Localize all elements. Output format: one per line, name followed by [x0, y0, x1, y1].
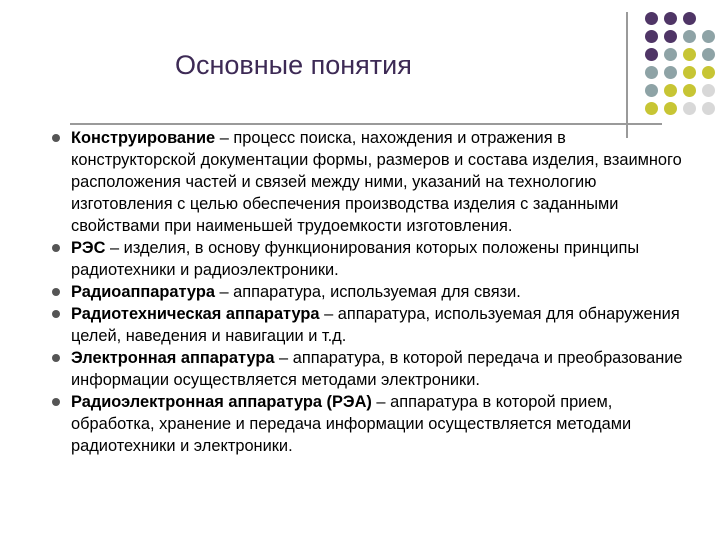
dot-gray: [645, 84, 658, 97]
bullet-icon: [52, 398, 60, 406]
dot-olive: [683, 84, 696, 97]
list-item: [52, 281, 692, 303]
dot-light: [683, 102, 696, 115]
dot-gray: [702, 48, 715, 61]
dot-olive: [702, 66, 715, 79]
dot-purple: [664, 12, 677, 25]
dot-light: [702, 102, 715, 115]
bullet-icon: [52, 288, 60, 296]
bullet-icon: [52, 134, 60, 142]
dot-purple: [645, 12, 658, 25]
slide-title: Основные понятия: [175, 50, 412, 80]
dot-gray: [702, 30, 715, 43]
dot-purple: [683, 12, 696, 25]
dot-olive: [683, 66, 696, 79]
list-item: [52, 127, 692, 237]
dot-gray: [664, 48, 677, 61]
vertical-divider: [626, 12, 628, 138]
dot-olive: [645, 102, 658, 115]
dot-purple: [645, 48, 658, 61]
horizontal-divider: [70, 123, 662, 125]
dot-light: [702, 84, 715, 97]
bullet-icon: [52, 310, 60, 318]
list-item: [52, 391, 692, 457]
definition: – аппаратура, используемая для обнаружения целей, наведения и навигации и т.д.: [71, 305, 680, 345]
term: Радиоаппаратура: [71, 283, 215, 301]
bullet-icon: [52, 354, 60, 362]
term: Конструирование: [71, 129, 216, 147]
list-item: [52, 347, 692, 391]
definition: – аппаратура, в которой передача и преобразование информации осуществляется методами электроники.: [71, 349, 683, 389]
term: Радиоэлектронная аппаратура (РЭА): [71, 393, 372, 411]
list-item: [52, 237, 692, 281]
bullet-icon: [52, 244, 60, 252]
list-item: [52, 303, 692, 347]
dot-olive: [664, 84, 677, 97]
dot-purple: [664, 30, 677, 43]
term: Радиотехническая аппаратура: [71, 305, 320, 323]
term: РЭС: [71, 239, 106, 257]
dot-olive: [664, 102, 677, 115]
definition: – процесс поиска, нахождения и отражения в конструкторской документации формы, размеров и состава изделия, взаимного расположения частей и связей между ними, указаний на технологию изготовления с целью обеспечения производства изделия с заданными свойствами при наименьшей трудоемкости изготовления.: [71, 129, 682, 235]
dot-gray: [645, 66, 658, 79]
dot-gray: [664, 66, 677, 79]
term: Электронная аппаратура: [71, 349, 275, 367]
dot-olive: [683, 48, 696, 61]
dot-purple: [645, 30, 658, 43]
definition: – изделия, в основу функционирования которых положены принципы радиотехники и радиоэлектроники.: [71, 239, 640, 279]
definitions-list: [52, 127, 692, 457]
definition: – аппаратура, используемая для связи.: [214, 283, 521, 301]
definition: – аппаратура в которой прием, обработка, хранение и передача информации осуществляется методами радиотехники и электроники.: [71, 393, 632, 455]
dot-gray: [683, 30, 696, 43]
